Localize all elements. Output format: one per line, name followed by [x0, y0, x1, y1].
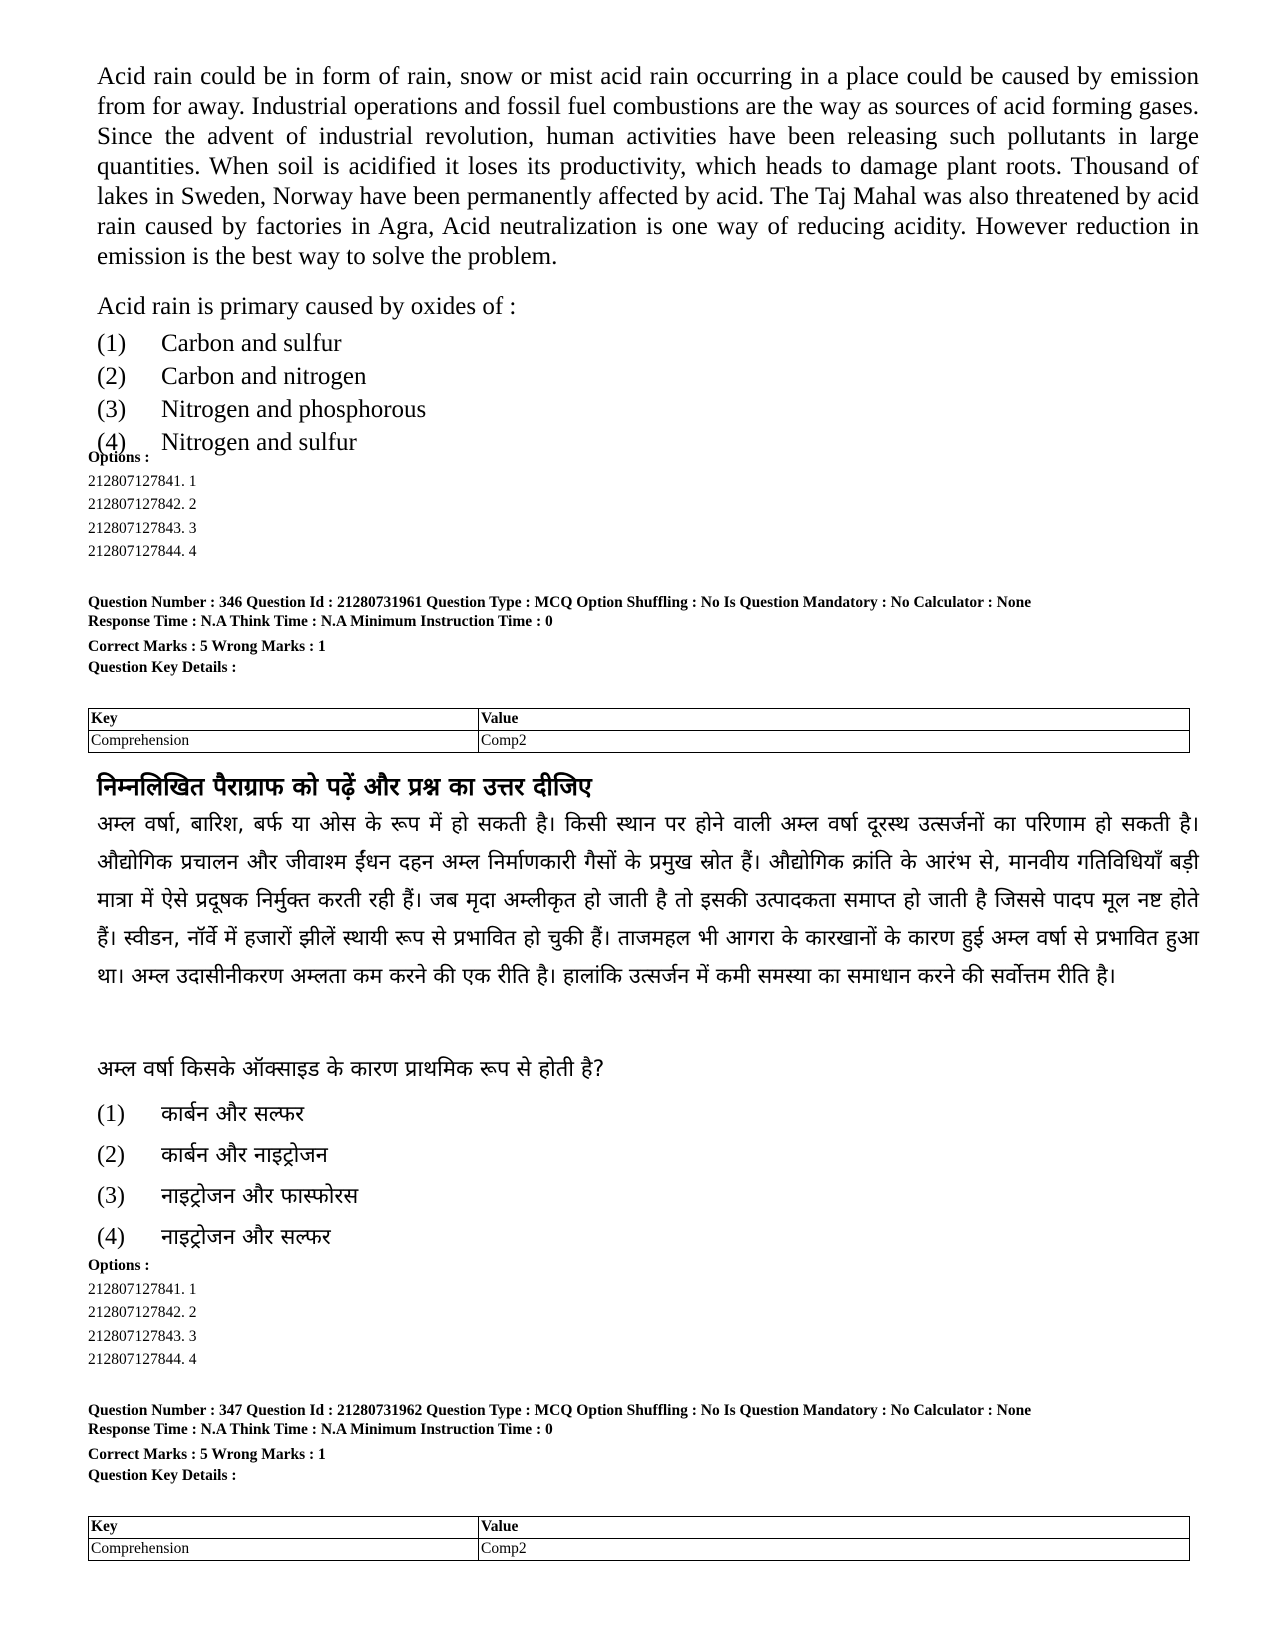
table-cell-key: Comprehension	[89, 1539, 479, 1561]
passage-english: Acid rain could be in form of rain, snow or mist acid rain occurring in a place could be caused by emission from for away. Industrial operations and fossil fuel combustions are the way as sources of acid forming gases. Since the advent of industrial revolution, human activities have been releasing such pollutants in large quantities. When soil is acidified it loses its productivity, which heads to damage plant roots. Thousand of lakes in Sweden, Norway have been permanently affected by acid. The Taj Mahal was also threatened by acid rain caused by factories in Agra, Acid neutralization is one way of reducing acidity. However reduction in emission is the best way to solve the problem.	[97, 63, 1199, 270]
table-cell-value: Comp2	[479, 731, 1190, 753]
table-header-row	[89, 1517, 1190, 1539]
choice-number: (3)	[97, 396, 127, 423]
choice-list-hindi	[97, 1094, 358, 1258]
choice-number: (4)	[97, 1224, 125, 1250]
table-cell-key: Comprehension	[89, 731, 479, 753]
choice-text: Carbon and sulfur	[161, 330, 342, 357]
choice-item	[97, 1094, 358, 1135]
key-value-table	[88, 708, 1190, 753]
choice-item	[97, 327, 426, 360]
choice-text: Nitrogen and phosphorous	[161, 396, 427, 423]
hindi-instruction-heading: निम्नलिखित पैराग्राफ को पढ़ें और प्रश्न का उत्तर दीजिए	[97, 772, 592, 801]
option-id: 212807127841. 1	[88, 472, 197, 490]
option-id: 212807127843. 3	[88, 519, 197, 537]
choice-number: (1)	[97, 330, 127, 357]
key-value-table	[88, 1516, 1190, 1561]
table-header-value: Value	[479, 709, 1190, 731]
question-meta-346	[88, 593, 1198, 677]
question-info-line: Question Number : 346 Question Id : 21280731961 Question Type : MCQ Option Shuffling : No Is Question Mandatory : No Calculator : None	[88, 594, 1032, 611]
choice-text: Carbon and nitrogen	[161, 363, 367, 390]
choice-item	[97, 1135, 358, 1176]
option-id: 212807127841. 1	[88, 1280, 197, 1298]
choice-text: कार्बन और सल्फर	[161, 1102, 305, 1127]
choice-number: (1)	[97, 1101, 125, 1127]
choice-number: (4)	[97, 429, 127, 456]
choice-text: नाइट्रोजन और फास्फोरस	[161, 1184, 359, 1209]
table-header-key: Key	[89, 1517, 479, 1539]
table-cell-value: Comp2	[479, 1539, 1190, 1561]
question-meta-347	[88, 1401, 1198, 1485]
table-header-value: Value	[479, 1517, 1190, 1539]
choice-text: Nitrogen and sulfur	[161, 429, 357, 456]
question-marks: Correct Marks : 5 Wrong Marks : 1	[88, 1446, 326, 1463]
option-id: 212807127842. 2	[88, 496, 197, 513]
choice-item	[97, 393, 426, 426]
question-english: Acid rain is primary caused by oxides of :	[97, 293, 517, 320]
choice-list-english	[97, 327, 426, 459]
table-header-key: Key	[89, 709, 479, 731]
question-hindi: अम्ल वर्षा किसके ऑक्साइड के कारण प्राथमिक रूप से होती है?	[97, 1057, 605, 1082]
passage-hindi: अम्ल वर्षा, बारिश, बर्फ या ओस के रूप में हो सकती है। किसी स्थान पर होने वाली अम्ल वर्षा दूरस्थ उत्सर्जनों का परिणाम हो सकती है। औद्योगिक प्रचालन और जीवाश्म ईंधन दहन अम्ल निर्माणकारी गैसों के प्रमुख स्रोत हैं। औद्योगिक क्रांति के आरंभ से, मानवीय गतिविधियाँ बड़ी मात्रा में ऐसे प्रदूषक निर्मुक्त करती रही हैं। जब मृदा अम्लीकृत हो जाती है तो इसकी उत्पादकता समाप्त हो जाती है जिससे पादप मूल नष्ट होते हैं। स्वीडन, नॉर्वे में हजारों झीलें स्थायी रूप से प्रभावित हो चुकी हैं। ताजमहल भी आगरा के कारखानों के कारण हुई अम्ल वर्षा से प्रभावित हुआ था। अम्ल उदासीनीकरण अम्लता कम करने की एक रीति है। हालांकि उत्सर्जन में कमी समस्या का समाधान करने की सर्वोत्तम रीति है।	[97, 812, 1199, 989]
choice-number: (2)	[97, 363, 127, 390]
options-title: Options :	[88, 449, 150, 466]
question-info-line: Question Number : 347 Question Id : 21280731962 Question Type : MCQ Option Shuffling : No Is Question Mandatory : No Calculator : None	[88, 1402, 1032, 1419]
choice-item	[97, 1176, 358, 1217]
choice-text: नाइट्रोजन और सल्फर	[161, 1225, 331, 1250]
option-id: 212807127843. 3	[88, 1327, 197, 1345]
choice-text: कार्बन और नाइट्रोजन	[161, 1143, 328, 1168]
question-timing-line: Response Time : N.A Think Time : N.A Minimum Instruction Time : 0	[88, 1421, 553, 1438]
choice-number: (3)	[97, 1183, 125, 1209]
choice-item	[97, 1217, 358, 1258]
option-id: 212807127842. 2	[88, 1304, 197, 1321]
table-header-row	[89, 709, 1190, 731]
option-id: 212807127844. 4	[88, 543, 197, 560]
table-row	[89, 731, 1190, 753]
options-list	[88, 1254, 197, 1372]
choice-number: (2)	[97, 1142, 125, 1168]
question-marks: Correct Marks : 5 Wrong Marks : 1	[88, 638, 326, 655]
choice-item	[97, 360, 426, 393]
options-list	[88, 446, 197, 564]
option-id: 212807127844. 4	[88, 1351, 197, 1368]
question-key-details-label: Question Key Details :	[88, 659, 237, 676]
table-row	[89, 1539, 1190, 1561]
question-key-details-label: Question Key Details :	[88, 1467, 237, 1484]
question-timing-line: Response Time : N.A Think Time : N.A Minimum Instruction Time : 0	[88, 613, 553, 630]
options-title: Options :	[88, 1257, 150, 1274]
